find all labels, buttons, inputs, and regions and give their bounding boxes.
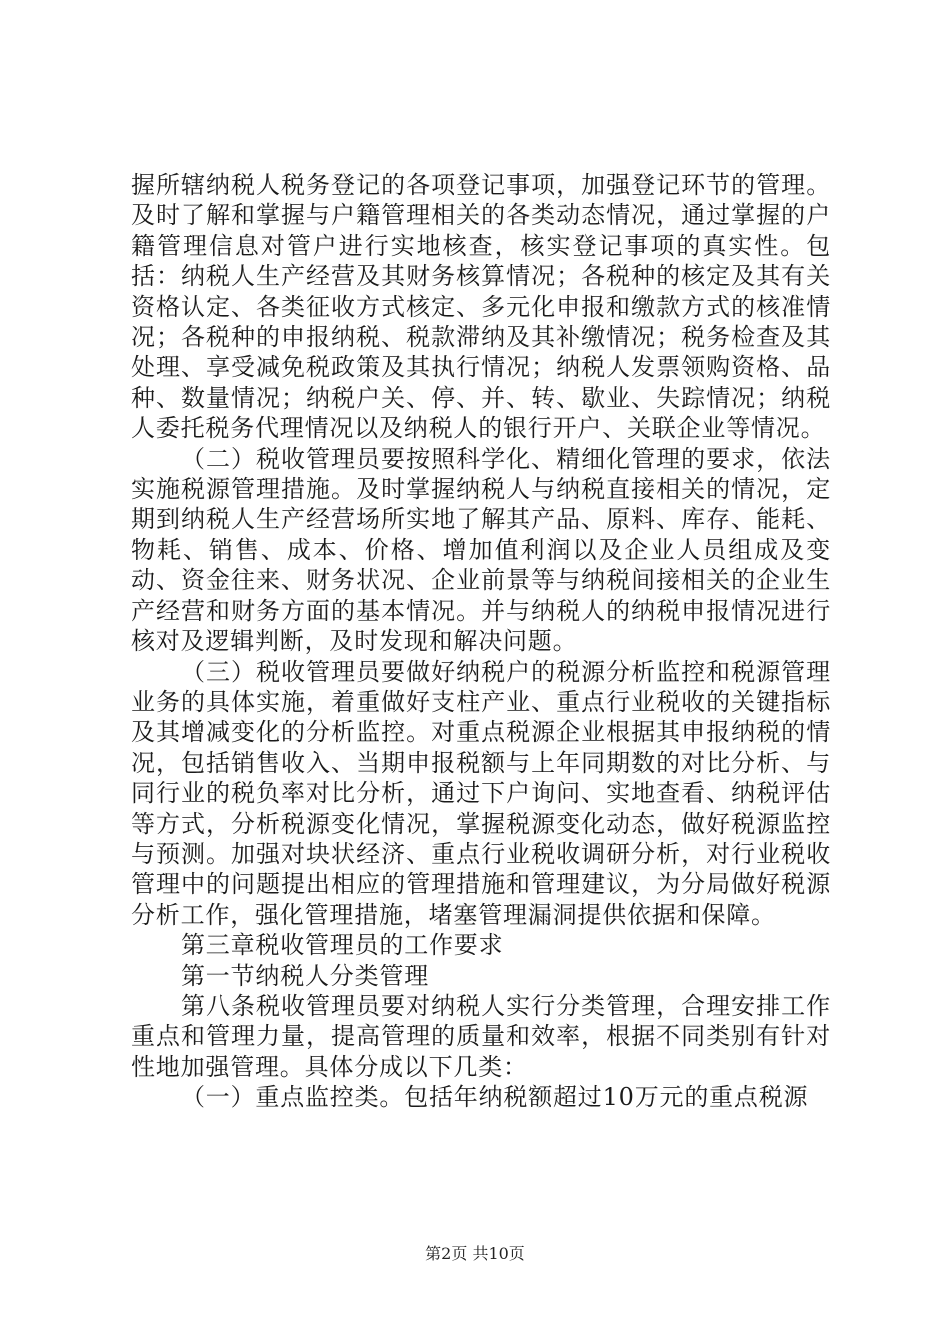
page-number-footer: 第2页 共10页 bbox=[425, 1244, 525, 1263]
paragraph-continuation: 握所辖纳税人税务登记的各项登记事项，加强登记环节的管理。及时了解和掌握与户籍管理相关的各类动态情况，通过掌握的户籍管理信息对管户进行实地核查，核实登记事项的真实性。包括：纳税人生产经营及其财务核算情况；各税种的核定及其有关资格认定、各类征收方式核定、多元化申报和缴款方式的核准情况；各税种的申报纳税、税款滞纳及其补缴情况；税务检查及其处理、享受减免税政策及其执行情况；纳税人发票领购资格、品种、数量情况；纳税户关、停、并、转、歇业、失踪情况；纳税人委托税务代理情况以及纳税人的银行开户、关联企业等情况。 bbox=[131, 171, 831, 443]
section-heading: 第一节纳税人分类管理 bbox=[181, 961, 429, 990]
article-8-paragraph: 第八条税收管理员要对纳税人实行分类管理，合理安排工作重点和管理力量，提高管理的质量和效率，根据不同类别有针对性地加强管理。具体分成以下几类： bbox=[131, 991, 831, 1081]
document-body bbox=[131, 170, 831, 1113]
chapter-heading: 第三章税收管理员的工作要求 bbox=[181, 931, 504, 960]
paragraph-item-3: （三）税收管理员要做好纳税户的税源分析监控和税源管理业务的具体实施，着重做好支柱产业、重点行业税收的关键指标及其增减变化的分析监控。对重点税源企业根据其申报纳税的情况，包括销售收入、当期申报税额与上年同期数的对比分析、与同行业的税负率对比分析，通过下户询问、实地查看、纳税评估等方式，分析税源变化情况，掌握税源变化动态，做好税源监控与预测。加强对块状经济、重点行业税收调研分析，对行业税收管理中的问题提出相应的管理措施和管理建议，为分局做好税源分析工作，强化管理措施，堵塞管理漏洞提供依据和保障。 bbox=[131, 657, 831, 929]
category-item-1: （一）重点监控类。包括年纳税额超过10万元的重点税源 bbox=[181, 1083, 809, 1112]
paragraph-item-2: （二）税收管理员要按照科学化、精细化管理的要求，依法实施税源管理措施。及时掌握纳税人与纳税直接相关的情况，定期到纳税人生产经营场所实地了解其产品、原料、库存、能耗、物耗、销售、成本、价格、增加值利润以及企业人员组成及变动、资金往来、财务状况、企业前景等与纳税间接相关的企业生产经营和财务方面的基本情况。并与纳税人的纳税申报情况进行核对及逻辑判断，及时发现和解决问题。 bbox=[131, 444, 831, 656]
